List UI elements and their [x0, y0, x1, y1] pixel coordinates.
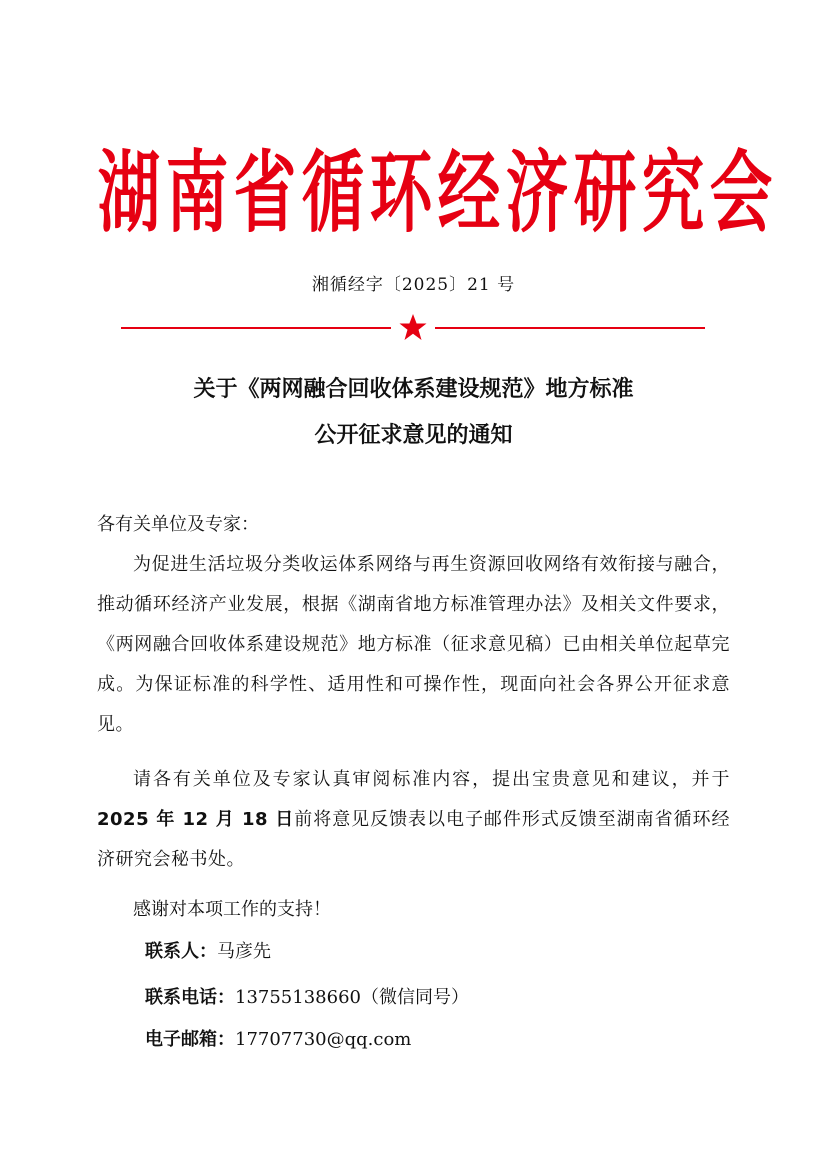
- contact-person: [145, 937, 271, 963]
- organization-title: [95, 140, 773, 250]
- contact-phone-value: 13755138660（微信同号）: [235, 987, 469, 1008]
- notice-title-line2: 公开征求意见的通知: [314, 423, 513, 448]
- org-title-char: 湖: [97, 143, 161, 246]
- org-title-char: 经: [437, 143, 501, 246]
- org-title-char: 循: [301, 143, 365, 246]
- contact-email-label: 电子邮箱：: [145, 1029, 235, 1050]
- thanks-line: 感谢对本项工作的支持！: [133, 899, 331, 920]
- contact-phone-label: 联系电话：: [145, 987, 235, 1008]
- salutation: 各有关单位及专家：: [97, 514, 259, 535]
- org-title-char: 究: [641, 143, 705, 246]
- org-title-char: 研: [573, 143, 637, 246]
- body-paragraph-1: 为促进生活垃圾分类收运体系网络与再生资源回收网络有效衔接与融合，推动循环经济产业发展，根据《湖南省地方标准管理办法》及相关文件要求，《两网融合回收体系建设规范》地方标准（征求意见稿）已由相关单位起草完成。为保证标准的科学性、适用性和可操作性，现面向社会各界公开征求意见。: [97, 554, 730, 735]
- org-title-char: 会: [709, 143, 773, 246]
- contact-person-value: 马彦先: [217, 941, 271, 962]
- red-divider: [121, 313, 705, 343]
- paragraph-2-intro: 请各有关单位及专家认真审阅标准内容，提出宝贵意见和建议，并于: [133, 769, 730, 790]
- document-number: 湘循经字〔2025〕21 号: [311, 275, 516, 295]
- contact-email: [145, 1025, 411, 1051]
- contact-phone: [145, 983, 469, 1009]
- org-title-char: 济: [505, 143, 569, 246]
- divider-line-right: [435, 327, 705, 329]
- star-icon: [398, 313, 428, 343]
- divider-line-left: [121, 327, 391, 329]
- contact-person-label: 联系人：: [145, 941, 217, 962]
- paragraph-2-rest: 前将意见反馈表以电子邮件形式反馈至湖南省循环经济研究会秘书处。: [97, 809, 731, 870]
- contact-email-value: 17707730@qq.com: [235, 1029, 412, 1050]
- body-paragraph-2: [97, 760, 730, 880]
- notice-title-line1: 关于《两网融合回收体系建设规范》地方标准: [193, 377, 634, 402]
- org-title-char: 环: [369, 143, 433, 246]
- feedback-deadline: 2025 年 12 月 18 日: [97, 809, 295, 830]
- org-title-char: 南: [165, 143, 229, 246]
- org-title-char: 省: [233, 143, 297, 246]
